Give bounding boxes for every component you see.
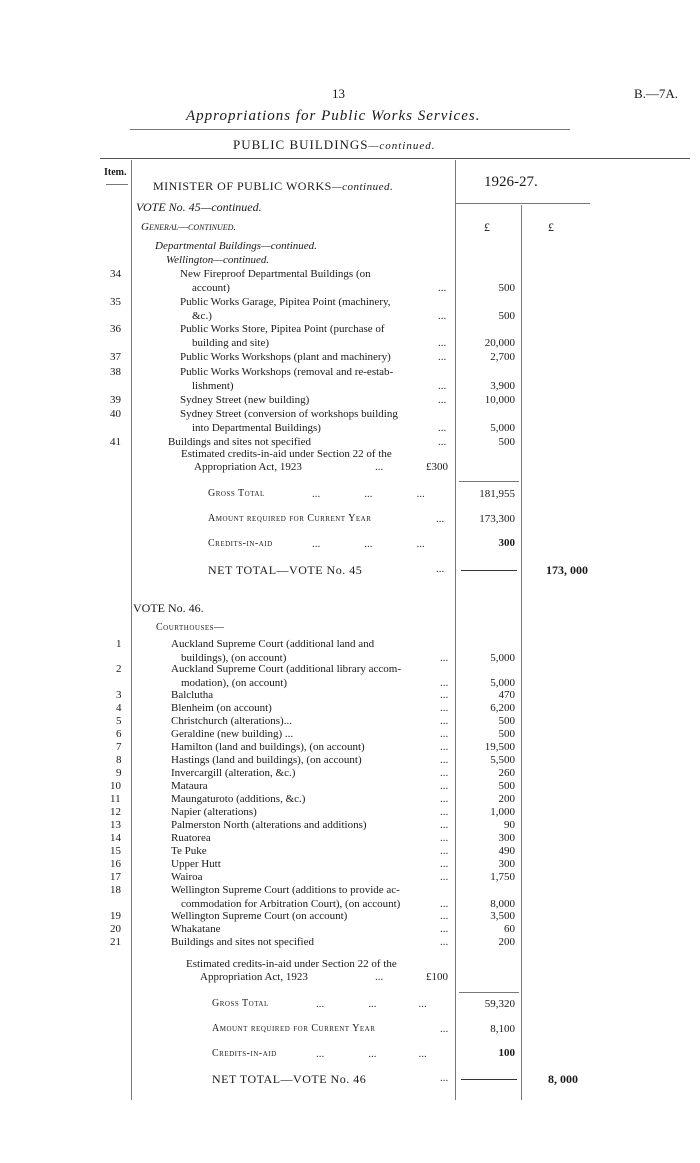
- year-heading: 1926-27.: [484, 174, 538, 190]
- minister-continued: —continued.: [331, 181, 394, 193]
- vote46-gross-label: Gross Total: [212, 998, 269, 1009]
- year-column-rule-right: [521, 205, 522, 1100]
- vote45-dept-buildings: Departmental Buildings—continued.: [155, 240, 317, 252]
- vote45-item-description-cont: building and site): [192, 336, 269, 349]
- vote46-item-description: Ruatorea: [171, 832, 211, 844]
- vote46-item-description: Wairoa: [171, 871, 203, 883]
- vote46-item-description: Te Puke: [171, 845, 207, 857]
- vote46-item-dots: ...: [440, 936, 449, 948]
- vote46-item-amount: 90: [504, 819, 515, 831]
- vote46-item-description-cont: buildings), (on account): [181, 651, 287, 664]
- vote45-item-number: 35: [110, 296, 121, 308]
- vote46-item-number: 9: [116, 767, 122, 779]
- subtitle-main: PUBLIC BUILDINGS: [233, 137, 369, 152]
- vote45-gross-label: Gross Total: [208, 488, 265, 499]
- vote46-credits-label: Credits-in-aid: [212, 1048, 277, 1059]
- vote45-item-description: Buildings and sites not specified: [168, 436, 311, 448]
- vote46-item-dots: ...: [440, 689, 449, 701]
- item-column-rule: [131, 160, 132, 1100]
- vote46-item-number: 16: [110, 858, 121, 870]
- vote46-required-amount: 8,100: [490, 1023, 515, 1035]
- vote45-item-description: Public Works Workshops (removal and re-estab-: [180, 366, 394, 378]
- vote45-item-description: Sydney Street (new building): [180, 394, 310, 406]
- vote46-item-description: Upper Hutt: [171, 858, 221, 870]
- vote46-item-amount: 3,500: [490, 910, 515, 922]
- vote46-item-description: Christchurch (alterations)...: [171, 715, 292, 727]
- vote46-item-amount: 5,500: [490, 754, 515, 766]
- vote46-item-amount: 500: [498, 780, 515, 792]
- vote45-item-dots: ...: [438, 309, 447, 322]
- vote46-required-label: Amount required for Current Year: [212, 1023, 376, 1034]
- vote45-net-label: NET TOTAL—VOTE No. 45: [208, 563, 363, 577]
- vote46-item-description: Invercargill (alteration, &c.): [171, 767, 296, 779]
- vote46-item-amount: 300: [498, 858, 515, 870]
- vote45-general: General—continued.: [141, 221, 237, 233]
- vote46-item-description: Auckland Supreme Court (additional land and: [171, 638, 375, 650]
- vote46-item-description: Napier (alterations): [171, 806, 257, 818]
- year-column-rule-left: [455, 160, 456, 1100]
- vote46-item-dots: ...: [440, 897, 449, 910]
- vote46-item-description: Wellington Supreme Court (additions to provide ac-: [171, 884, 400, 896]
- vote46-courthouses: Courthouses—: [156, 622, 225, 633]
- vote46-item-description-cont: modation), (on account): [181, 676, 287, 689]
- vote46-item-amount: 200: [498, 793, 515, 805]
- vote45-item-description-cont: &c.): [192, 309, 212, 322]
- vote45-required-dots: ...: [436, 513, 445, 525]
- page-reference: B.—7A.: [634, 86, 679, 101]
- vote46-item-description-cont: commodation for Arbitration Court), (on account): [181, 897, 401, 910]
- vote46-item-number: 19: [110, 910, 121, 922]
- vote46-item-description: Maungaturoto (additions, &c.): [171, 793, 306, 805]
- vote45-wellington: Wellington—continued.: [166, 254, 270, 266]
- vote46-item-dots: ...: [440, 819, 449, 831]
- vote46-item-description: Balclutha: [171, 689, 214, 701]
- vote45-gross-amount: 181,955: [479, 488, 515, 500]
- vote46-item-number: 18: [110, 884, 121, 896]
- vote46-item-amount: 300: [498, 832, 515, 844]
- vote46-item-amount: 500: [498, 728, 515, 740]
- vote46-item-dots: ...: [440, 793, 449, 805]
- vote46-gross-amount: 59,320: [484, 998, 515, 1010]
- vote46-item-number: 12: [110, 806, 121, 818]
- vote46-item-dots: ...: [440, 780, 449, 792]
- vote46-credits-l2: Appropriation Act, 1923: [200, 971, 308, 983]
- vote46-item-number: 4: [116, 702, 122, 714]
- vote45-item-dots: ...: [438, 394, 447, 406]
- vote46-item-number: 8: [116, 754, 122, 766]
- title-rule: [130, 129, 570, 130]
- vote46-item-number: 3: [116, 689, 122, 701]
- item-column-header: Item.: [104, 167, 127, 178]
- vote46-item-dots: ...: [440, 715, 449, 727]
- minister-heading: [153, 179, 393, 194]
- vote46-net-dash: [461, 1079, 517, 1080]
- year-header-rule: [455, 203, 590, 204]
- vote46-item-number: 21: [110, 936, 121, 948]
- item-header-dash: [106, 184, 128, 185]
- vote46-item-dots: ...: [440, 806, 449, 818]
- vote45-item-amount: 500: [498, 309, 515, 322]
- vote46-item-amount: 5,000: [490, 676, 515, 689]
- vote46-item-amount: 490: [498, 845, 515, 857]
- vote46-item-amount: 1,750: [490, 871, 515, 883]
- vote46-item-dots: ...: [440, 871, 449, 883]
- vote46-item-number: 6: [116, 728, 122, 740]
- vote45-net-dash: [461, 570, 517, 571]
- vote46-credits-total-dots: ... ... ...: [316, 1048, 427, 1060]
- vote45-item-number: 36: [110, 323, 121, 335]
- vote45-item-description: Public Works Workshops (plant and machinery): [180, 351, 391, 363]
- vote45-item-number: 41: [110, 436, 121, 448]
- vote45-item-amount: 500: [498, 281, 515, 294]
- vote45-item-dots: ...: [438, 436, 447, 448]
- vote46-item-amount: 60: [504, 923, 515, 935]
- vote46-item-description: Wellington Supreme Court (on account): [171, 910, 348, 922]
- vote45-item-dots: ...: [438, 379, 447, 392]
- vote45-heading: VOTE No. 45—continued.: [136, 200, 262, 214]
- vote45-credits-label: Credits-in-aid: [208, 538, 273, 549]
- vote46-item-number: 14: [110, 832, 121, 844]
- vote45-item-description: Public Works Store, Pipitea Point (purchase of: [180, 323, 385, 335]
- vote45-item-description: Sydney Street (conversion of workshops building: [180, 408, 398, 420]
- vote46-item-description: Mataura: [171, 780, 208, 792]
- vote46-net-dots: ...: [440, 1072, 449, 1084]
- vote46-item-description: Whakatane: [171, 923, 221, 935]
- vote45-required-label: Amount required for Current Year: [208, 513, 372, 524]
- vote46-item-dots: ...: [440, 910, 449, 922]
- page-title: Appropriations for Public Works Services.: [186, 108, 481, 124]
- vote45-item-number: 39: [110, 394, 121, 406]
- page-number: 13: [332, 86, 345, 101]
- pound-sign-sub: £: [484, 220, 490, 234]
- vote46-item-description: Buildings and sites not specified: [171, 936, 314, 948]
- vote45-item-dots: ...: [438, 281, 447, 294]
- vote45-item-number: 38: [110, 366, 121, 378]
- vote46-item-dots: ...: [440, 767, 449, 779]
- vote46-item-amount: 1,000: [490, 806, 515, 818]
- vote46-credits-l1: Estimated credits-in-aid under Section 22 of the: [186, 958, 397, 970]
- vote45-gross-dots: ... ... ...: [312, 488, 425, 500]
- vote46-item-dots: ...: [440, 858, 449, 870]
- vote45-item-amount: 5,000: [490, 421, 515, 434]
- section-subtitle: [233, 137, 435, 153]
- vote46-item-dots: ...: [440, 676, 449, 689]
- vote45-item-description-cont: lishment): [192, 379, 234, 392]
- vote46-item-description: Blenheim (on account): [171, 702, 272, 714]
- vote46-item-dots: ...: [440, 702, 449, 714]
- vote46-item-number: 20: [110, 923, 121, 935]
- vote46-item-dots: ...: [440, 741, 449, 753]
- vote46-item-amount: 470: [498, 689, 515, 701]
- vote46-item-dots: ...: [440, 651, 449, 664]
- vote45-item-amount: 20,000: [484, 336, 515, 349]
- vote46-gross-dots: ... ... ...: [316, 998, 427, 1010]
- vote45-item-amount: 10,000: [484, 394, 515, 406]
- vote46-item-number: 1: [116, 638, 122, 650]
- vote45-credits-total: 300: [498, 537, 515, 549]
- vote46-item-amount: 5,000: [490, 651, 515, 664]
- vote46-item-number: 7: [116, 741, 122, 753]
- vote45-item-description-cont: into Departmental Buildings): [192, 421, 321, 434]
- vote46-item-number: 13: [110, 819, 121, 831]
- vote45-credits-l1: Estimated credits-in-aid under Section 22 of the: [181, 448, 392, 460]
- pound-sign-total: £: [548, 220, 554, 234]
- vote45-item-dots: ...: [438, 336, 447, 349]
- vote45-item-number: 40: [110, 408, 121, 420]
- vote45-item-amount: 2,700: [490, 351, 515, 363]
- subtitle-continued: —continued.: [368, 140, 436, 152]
- vote46-item-description: Hamilton (land and buildings), (on account): [171, 741, 365, 753]
- vote46-net-label: NET TOTAL—VOTE No. 46: [212, 1072, 367, 1086]
- vote45-item-dots: ...: [438, 421, 447, 434]
- vote45-item-amount: 3,900: [490, 379, 515, 392]
- vote45-item-description: New Fireproof Departmental Buildings (on: [180, 268, 371, 280]
- vote45-item-number: 34: [110, 268, 121, 280]
- vote46-item-amount: 260: [498, 767, 515, 779]
- vote46-item-description: Geraldine (new building) ...: [171, 728, 294, 740]
- vote45-credits-dots: ...: [375, 461, 384, 473]
- vote46-item-number: 11: [110, 793, 121, 805]
- vote45-credits-l2: Appropriation Act, 1923: [194, 461, 302, 473]
- vote45-required-amount: 173,300: [479, 513, 515, 525]
- vote45-item-description-cont: account): [192, 281, 230, 294]
- vote46-item-dots: ...: [440, 832, 449, 844]
- vote46-credits-dots: ...: [375, 971, 384, 983]
- header-rule: [100, 158, 690, 159]
- vote46-item-amount: 19,500: [484, 741, 515, 753]
- vote46-item-description: Palmerston North (alterations and additions): [171, 819, 367, 831]
- vote45-net-dots: ...: [436, 563, 445, 575]
- vote45-item-number: 37: [110, 351, 121, 363]
- vote46-heading: VOTE No. 46.: [133, 601, 204, 615]
- vote45-item-amount: 500: [498, 436, 515, 448]
- vote46-gross-rule: [459, 992, 519, 993]
- minister-main: MINISTER OF PUBLIC WORKS: [153, 179, 332, 193]
- vote46-item-description: Auckland Supreme Court (additional library accom-: [171, 663, 402, 675]
- vote45-item-dots: ...: [438, 351, 447, 363]
- vote46-item-amount: 500: [498, 715, 515, 727]
- vote46-item-number: 17: [110, 871, 121, 883]
- vote46-item-dots: ...: [440, 754, 449, 766]
- vote46-item-number: 2: [116, 663, 122, 675]
- vote46-net-amount: 8, 000: [548, 1072, 578, 1086]
- vote46-item-amount: 200: [498, 936, 515, 948]
- vote46-item-amount: 6,200: [490, 702, 515, 714]
- vote45-gross-rule: [459, 481, 519, 482]
- vote46-item-number: 5: [116, 715, 122, 727]
- vote46-item-dots: ...: [440, 728, 449, 740]
- vote46-item-dots: ...: [440, 845, 449, 857]
- vote46-item-dots: ...: [440, 923, 449, 935]
- vote46-item-amount: 8,000: [490, 897, 515, 910]
- vote46-credits-total: 100: [498, 1047, 515, 1059]
- vote45-item-description: Public Works Garage, Pipitea Point (machinery,: [180, 296, 391, 308]
- vote45-credits-total-dots: ... ... ...: [312, 538, 425, 550]
- vote45-net-amount: 173, 000: [546, 563, 588, 577]
- vote46-item-description: Hastings (land and buildings), (on account): [171, 754, 362, 766]
- vote46-credits-amount: £100: [426, 971, 448, 983]
- vote46-required-dots: ...: [440, 1023, 449, 1035]
- vote46-item-number: 10: [110, 780, 121, 792]
- vote46-item-number: 15: [110, 845, 121, 857]
- vote45-credits-amount: £300: [426, 461, 448, 473]
